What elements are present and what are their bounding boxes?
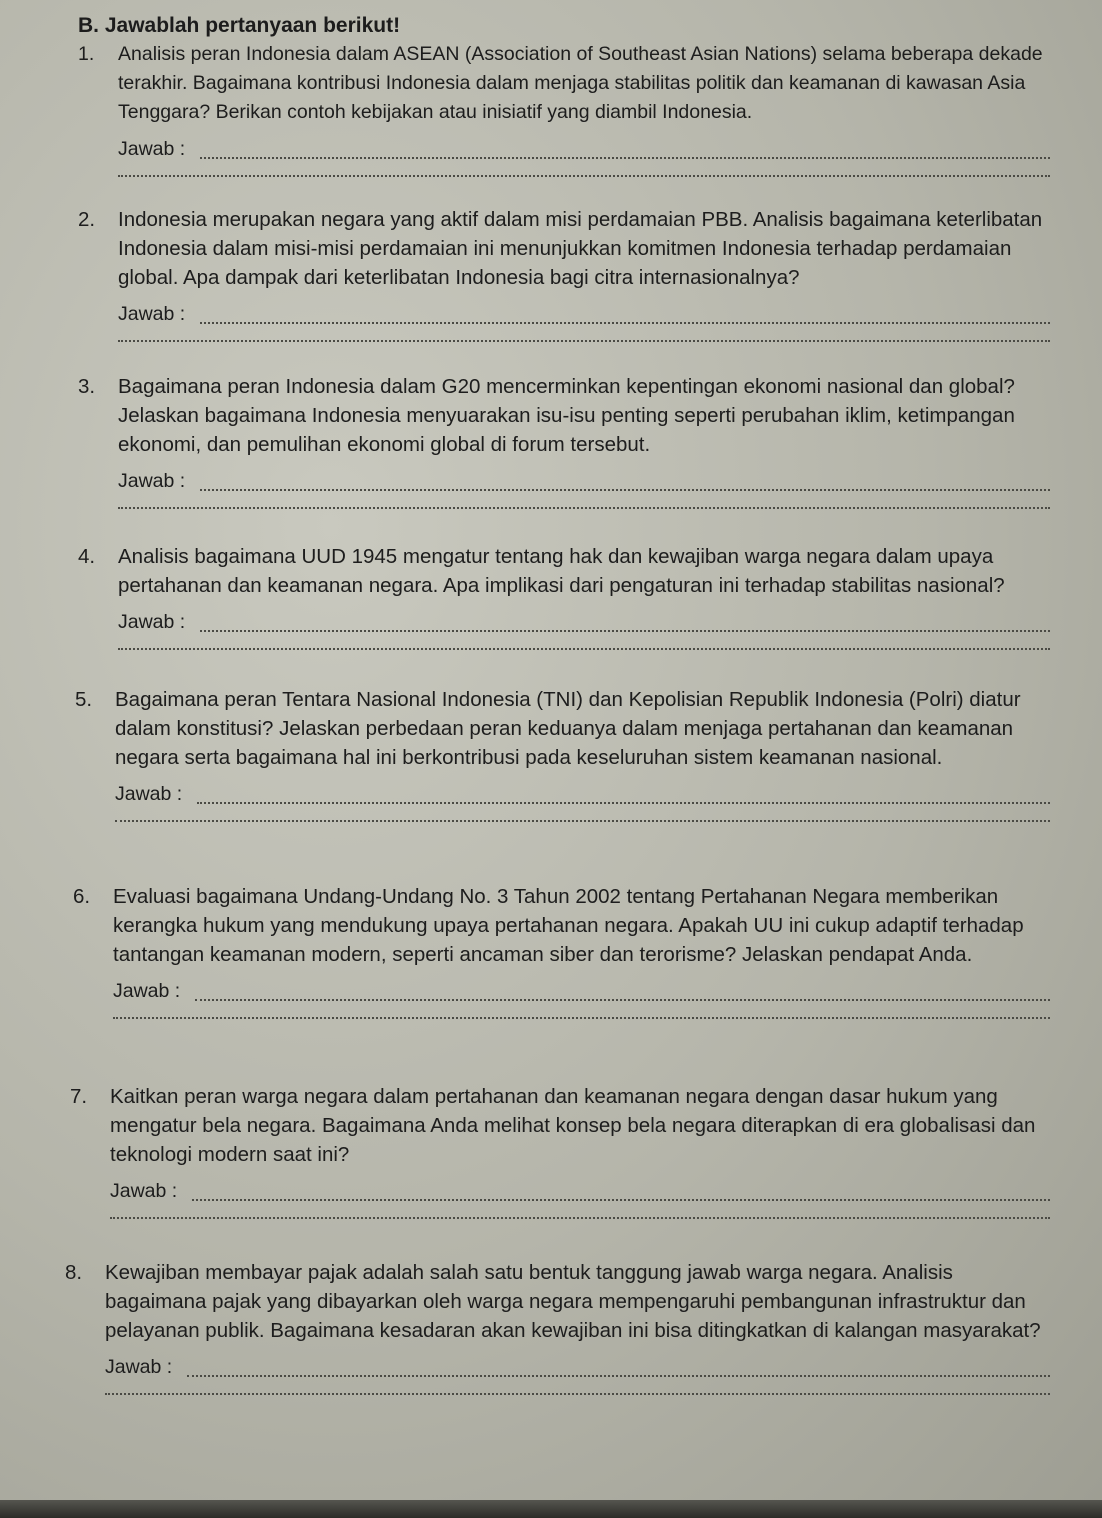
answer-line[interactable] <box>200 630 1050 632</box>
answer-label: Jawab : <box>118 303 186 325</box>
answer-field[interactable] <box>75 780 1050 810</box>
answer-line[interactable] <box>110 1217 1050 1219</box>
question-2 <box>78 205 1050 342</box>
question-text <box>78 40 1050 127</box>
answer-line[interactable] <box>118 648 1050 650</box>
page-bottom-edge <box>0 1500 1102 1518</box>
answer-field[interactable] <box>70 1177 1050 1207</box>
question-body: Evaluasi bagaimana Undang-Undang No. 3 Tahun 2002 tentang Pertahanan Negara memberikan kerangka hukum yang mendukung upaya pertahanan negara. Apakah UU ini cukup adaptif terhadap tantangan keamanan modern, seperti ancaman siber dan terorisme? Jelaskan pendapat Anda. <box>113 885 1024 966</box>
question-number: 8. <box>65 1261 83 1284</box>
question-body: Kaitkan peran warga negara dalam pertahanan dan keamanan negara dengan dasar hukum yang mengatur bela negara. Bagaimana Anda melihat konsep bela negara diterapkan di era globalisasi dan teknologi modern saat ini? <box>110 1085 1036 1166</box>
answer-line[interactable] <box>192 1199 1050 1201</box>
answer-line[interactable] <box>113 1017 1050 1019</box>
answer-field[interactable] <box>78 135 1050 165</box>
question-number: 5. <box>75 688 93 711</box>
answer-line[interactable] <box>118 340 1050 342</box>
question-7 <box>70 1082 1050 1219</box>
answer-label: Jawab : <box>115 783 183 805</box>
question-4 <box>78 542 1050 650</box>
question-6 <box>73 882 1050 1019</box>
answer-line[interactable] <box>118 175 1050 177</box>
answer-field[interactable] <box>78 467 1050 497</box>
answer-line[interactable] <box>105 1393 1050 1395</box>
question-5 <box>75 685 1050 822</box>
question-body: Indonesia merupakan negara yang aktif dalam misi perdamaian PBB. Analisis bagaimana keterlibatan Indonesia dalam misi-misi perdamaian ini menunjukkan komitmen Indonesia terhadap perdamaian global. Apa dampak dari keterlibatan Indonesia bagi citra internasionalnya? <box>118 208 1043 289</box>
answer-label: Jawab : <box>105 1356 173 1378</box>
answer-line[interactable] <box>195 999 1050 1001</box>
answer-line[interactable] <box>187 1375 1050 1377</box>
question-text <box>73 882 1050 969</box>
answer-field[interactable] <box>78 608 1050 638</box>
answer-line[interactable] <box>200 157 1050 159</box>
answer-field[interactable] <box>78 300 1050 330</box>
answer-field[interactable] <box>73 977 1050 1007</box>
question-text <box>78 372 1050 459</box>
answer-label: Jawab : <box>113 980 181 1002</box>
answer-line[interactable] <box>200 322 1050 324</box>
answer-line[interactable] <box>118 507 1050 509</box>
section-title: B. Jawablah pertanyaan berikut! <box>78 14 401 37</box>
question-number: 2. <box>78 208 96 231</box>
answer-line[interactable] <box>197 802 1050 804</box>
question-body: Analisis bagaimana UUD 1945 mengatur tentang hak dan kewajiban warga negara dalam upaya pertahanan dan keamanan negara. Apa implikasi dari pengaturan ini terhadap stabilitas nasional? <box>118 545 1005 597</box>
answer-line[interactable] <box>200 489 1050 491</box>
question-number: 1. <box>78 43 95 65</box>
answer-field[interactable] <box>65 1353 1050 1383</box>
question-body: Bagaimana peran Indonesia dalam G20 mencerminkan kepentingan ekonomi nasional dan global? Jelaskan bagaimana Indonesia menyuarakan isu-isu penting seperti perubahan iklim, ketimpangan ekonomi, dan pemulihan ekonomi global di forum tersebut. <box>118 375 1015 456</box>
question-text <box>78 542 1050 600</box>
question-1 <box>78 40 1050 177</box>
answer-label: Jawab : <box>110 1180 178 1202</box>
question-3 <box>78 372 1050 509</box>
answer-label: Jawab : <box>118 470 186 492</box>
question-number: 6. <box>73 885 91 908</box>
answer-line[interactable] <box>115 820 1050 822</box>
question-number: 7. <box>70 1085 88 1108</box>
question-body: Kewajiban membayar pajak adalah salah satu bentuk tanggung jawab warga negara. Analisis bagaimana pajak yang dibayarkan oleh warga negara mempengaruhi pembangunan infrastruktur dan pelayanan publik. Bagaimana kesadaran akan kewajiban ini bisa ditingkatkan di kalangan masyarakat? <box>105 1261 1041 1342</box>
question-8 <box>65 1258 1050 1395</box>
question-body: Bagaimana peran Tentara Nasional Indonesia (TNI) dan Kepolisian Republik Indonesia (Polri) diatur dalam konstitusi? Jelaskan perbedaan peran keduanya dalam menjaga pertahanan dan keamanan negara serta bagaimana hal ini berkontribusi pada keseluruhan sistem keamanan nasional. <box>115 688 1021 769</box>
question-number: 3. <box>78 375 96 398</box>
question-text <box>78 205 1050 292</box>
answer-label: Jawab : <box>118 138 186 160</box>
question-number: 4. <box>78 545 96 568</box>
question-body: Analisis peran Indonesia dalam ASEAN (Association of Southeast Asian Nations) selama beberapa dekade terakhir. Bagaimana kontribusi Indonesia dalam menjaga stabilitas politik dan keamanan di kawasan Asia Tenggara? Berikan contoh kebijakan atau inisiatif yang diambil Indonesia. <box>118 43 1043 123</box>
question-text <box>75 685 1050 772</box>
question-text <box>65 1258 1050 1345</box>
question-text <box>70 1082 1050 1169</box>
answer-label: Jawab : <box>118 611 186 633</box>
